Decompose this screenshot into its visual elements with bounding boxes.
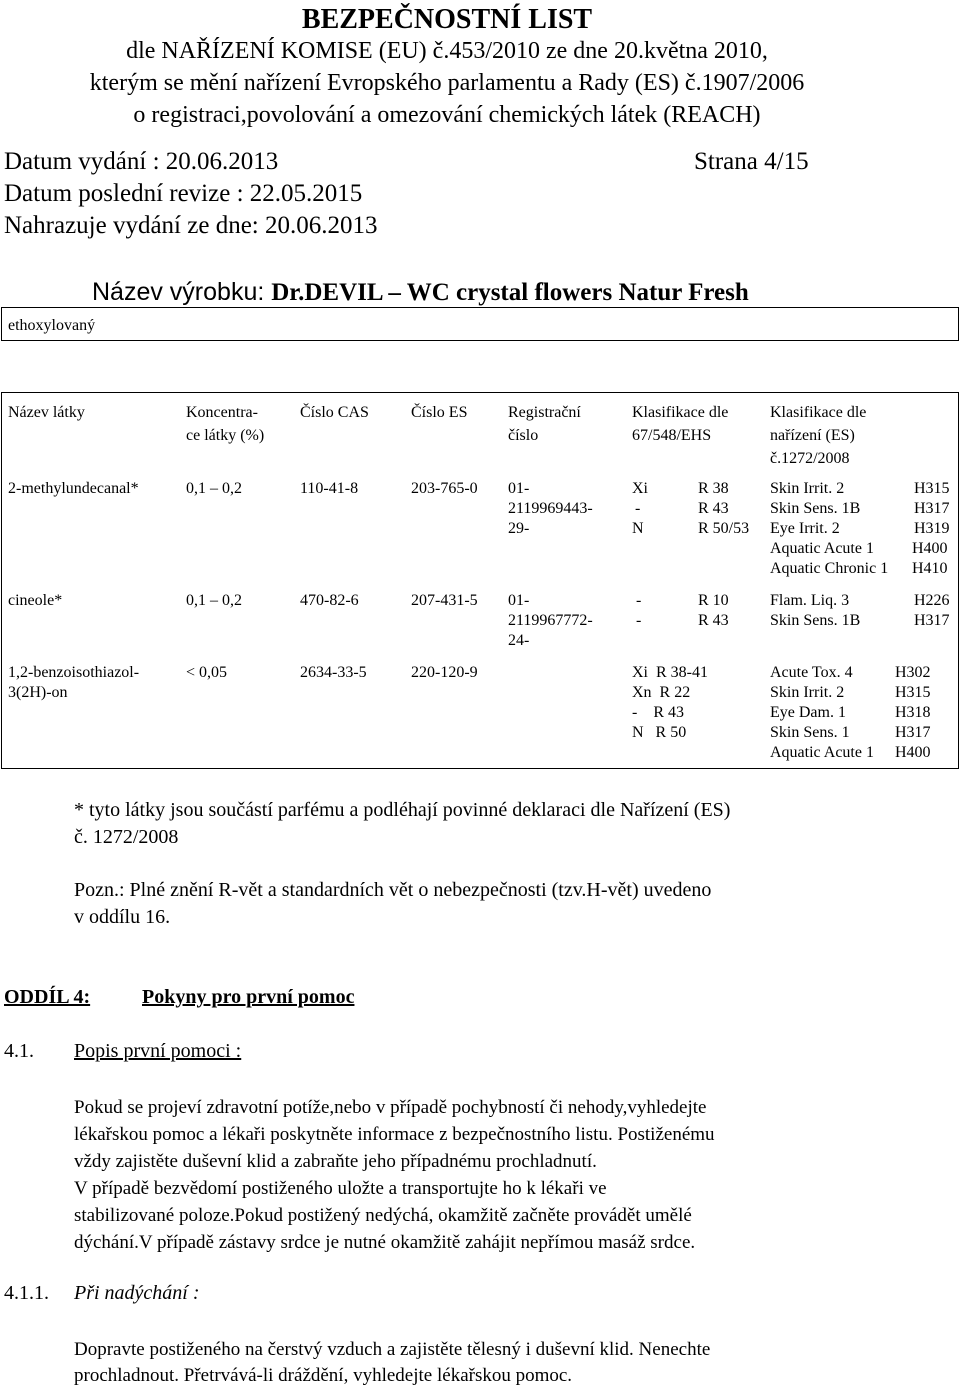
note-pozn-line-2: v oddílu 16. [74, 906, 171, 928]
header-klas-eh-1: Klasifikace dle [632, 404, 729, 421]
header-concentration-1: Koncentra- [186, 404, 258, 421]
regulation-line-3: o registraci,povolování a omezování chemických látek (REACH) [133, 102, 761, 128]
row3-clp-4: Skin Sens. 1 [770, 724, 850, 741]
row2-h-2: H317 [914, 612, 950, 629]
replaces-date: Nahrazuje vydání ze dne: 20.06.2013 [4, 212, 378, 239]
row3-klas-3: - R 43 [632, 704, 684, 721]
row1-registration-2: 2119969443- [508, 500, 593, 517]
row3-h-5: H400 [895, 744, 931, 761]
row3-h-1: H302 [895, 664, 931, 681]
product-name: Dr.DEVIL – WC crystal flowers Natur Fresh [271, 279, 749, 306]
row3-cas: 2634-33-5 [300, 664, 367, 681]
row2-symbol-1: - [636, 592, 642, 609]
continued-table-cell [1, 307, 959, 341]
row3-h-3: H318 [895, 704, 931, 721]
subsection-41-title: Popis první pomoci : [74, 1040, 242, 1062]
row1-clp-4: Aquatic Acute 1 [770, 540, 874, 557]
row1-symbol-3: N [632, 520, 644, 537]
header-klas-es-1: Klasifikace dle [770, 404, 867, 421]
product-line [92, 278, 749, 307]
header-klas-eh-2: 67/548/EHS [632, 427, 712, 444]
header-registration-2: číslo [508, 427, 539, 444]
product-label: Název výrobku: [92, 278, 272, 306]
row1-es: 203-765-0 [411, 480, 478, 497]
row3-concentration: < 0,05 [186, 664, 228, 681]
row1-h-5: H410 [912, 560, 948, 577]
row1-r-phrase-1: R 38 [698, 480, 729, 497]
row2-clp-2: Skin Sens. 1B [770, 612, 861, 629]
row1-registration-3: 29- [508, 520, 530, 537]
row2-es: 207-431-5 [411, 592, 478, 609]
row1-concentration: 0,1 – 0,2 [186, 480, 242, 497]
subsection-411-title: Při nadýchání : [74, 1282, 200, 1304]
row1-registration-1: 01- [508, 480, 530, 497]
note-star-line-2: č. 1272/2008 [74, 826, 179, 848]
header-es: Číslo ES [411, 404, 468, 421]
row1-clp-3: Eye Irrit. 2 [770, 520, 840, 537]
row3-klas-2: Xn R 22 [632, 684, 691, 701]
document-title: BEZPEČNOSTNÍ LIST [301, 4, 593, 35]
row1-symbol-2: - [635, 500, 641, 517]
subsection-411-number: 4.1.1. [4, 1282, 49, 1304]
header-concentration-2: ce látky (%) [186, 427, 265, 444]
row1-h-2: H317 [914, 500, 950, 517]
row1-h-3: H319 [914, 520, 950, 537]
row2-h-1: H226 [914, 592, 950, 609]
para41-line-4: V případě bezvědomí postiženého uložte a transportujte ho k lékaři ve [74, 1178, 607, 1199]
row3-name-1: 1,2-benzoisothiazol- [8, 664, 140, 681]
subsection-41-number: 4.1. [4, 1040, 34, 1062]
issue-date: Datum vydání : 20.06.2013 [4, 148, 279, 175]
row1-h-1: H315 [914, 480, 950, 497]
section-title: Pokyny pro první pomoc [142, 986, 355, 1008]
row1-cas: 110-41-8 [300, 480, 359, 497]
para41-line-6: dýchání.V případě zástavy srdce je nutné okamžitě zahájit nepřímou masáž srdce. [74, 1232, 696, 1253]
para41-line-5: stabilizované poloze.Pokud postižený nedýchá, okamžitě začněte provádět umělé [74, 1205, 692, 1226]
row2-r-phrase-2: R 43 [698, 612, 729, 629]
row2-concentration: 0,1 – 0,2 [186, 592, 242, 609]
header-cas: Číslo CAS [300, 404, 369, 421]
row3-clp-3: Eye Dam. 1 [770, 704, 846, 721]
row2-cas: 470-82-6 [300, 592, 359, 609]
row3-h-2: H315 [895, 684, 931, 701]
row2-registration-3: 24- [508, 632, 530, 649]
row3-es: 220-120-9 [411, 664, 478, 681]
para411-line-2: prochladnout. Přetrvává-li dráždění, vyhledejte lékařskou pomoc. [74, 1365, 573, 1386]
page-number: Strana 4/15 [694, 148, 809, 175]
regulation-line-1: dle NAŘÍZENÍ KOMISE (EU) č.453/2010 ze dne 20.května 2010, [126, 38, 768, 64]
row1-symbol-1: Xi [632, 480, 648, 497]
header-klas-es-2: nařízení (ES) [770, 427, 855, 444]
row3-name-2: 3(2H)-on [8, 684, 68, 701]
row2-r-phrase-1: R 10 [698, 592, 729, 609]
regulation-line-2: kterým se mění nařízení Evropského parlamentu a Rady (ES) č.1907/2006 [89, 70, 805, 96]
para41-line-2: lékařskou pomoc a lékaři poskytněte informace z bezpečnostního listu. Postiženému [74, 1124, 715, 1145]
row1-name: 2-methylundecanal* [8, 480, 139, 497]
para41-line-3: vždy zajistěte duševní klid a zabraňte jeho případnému prochladnutí. [74, 1151, 597, 1172]
row1-r-phrase-2: R 43 [698, 500, 729, 517]
row1-clp-1: Skin Irrit. 2 [770, 480, 845, 497]
row1-clp-2: Skin Sens. 1B [770, 500, 861, 517]
revision-date: Datum poslední revize : 22.05.2015 [4, 180, 363, 207]
row3-clp-5: Aquatic Acute 1 [770, 744, 874, 761]
row1-r-phrase-3: R 50/53 [698, 520, 750, 537]
section-number: ODDÍL 4: [4, 986, 91, 1008]
row2-registration-2: 2119967772- [508, 612, 593, 629]
para41-line-1: Pokud se projeví zdravotní potíže,nebo v případě pochybností či nehody,vyhledejte [74, 1097, 707, 1118]
row2-name: cineole* [8, 592, 63, 609]
header-klas-es-3: č.1272/2008 [770, 450, 850, 467]
note-star-line-1: * tyto látky jsou součástí parfému a podléhají povinné deklaraci dle Nařízení (ES) [74, 799, 731, 821]
row3-h-4: H317 [895, 724, 931, 741]
header-name: Název látky [8, 404, 85, 421]
row3-klas-4: N R 50 [632, 724, 687, 741]
row3-clp-2: Skin Irrit. 2 [770, 684, 845, 701]
note-pozn-line-1: Pozn.: Plné znění R-vět a standardních vět o nebezpečnosti (tzv.H-vět) uvedeno [74, 879, 712, 901]
row3-clp-1: Acute Tox. 4 [770, 664, 853, 681]
para411-line-1: Dopravte postiženého na čerstvý vzduch a zajistěte tělesný i duševní klid. Nenechte [74, 1339, 711, 1360]
continued-cell-text: ethoxylovaný [8, 317, 96, 334]
row3-klas-1: Xi R 38-41 [632, 664, 708, 681]
row2-symbol-2: - [636, 612, 642, 629]
header-registration-1: Registrační [508, 404, 581, 421]
row2-clp-1: Flam. Liq. 3 [770, 592, 850, 609]
row1-clp-5: Aquatic Chronic 1 [770, 560, 889, 577]
row1-h-4: H400 [912, 540, 948, 557]
row2-registration-1: 01- [508, 592, 530, 609]
